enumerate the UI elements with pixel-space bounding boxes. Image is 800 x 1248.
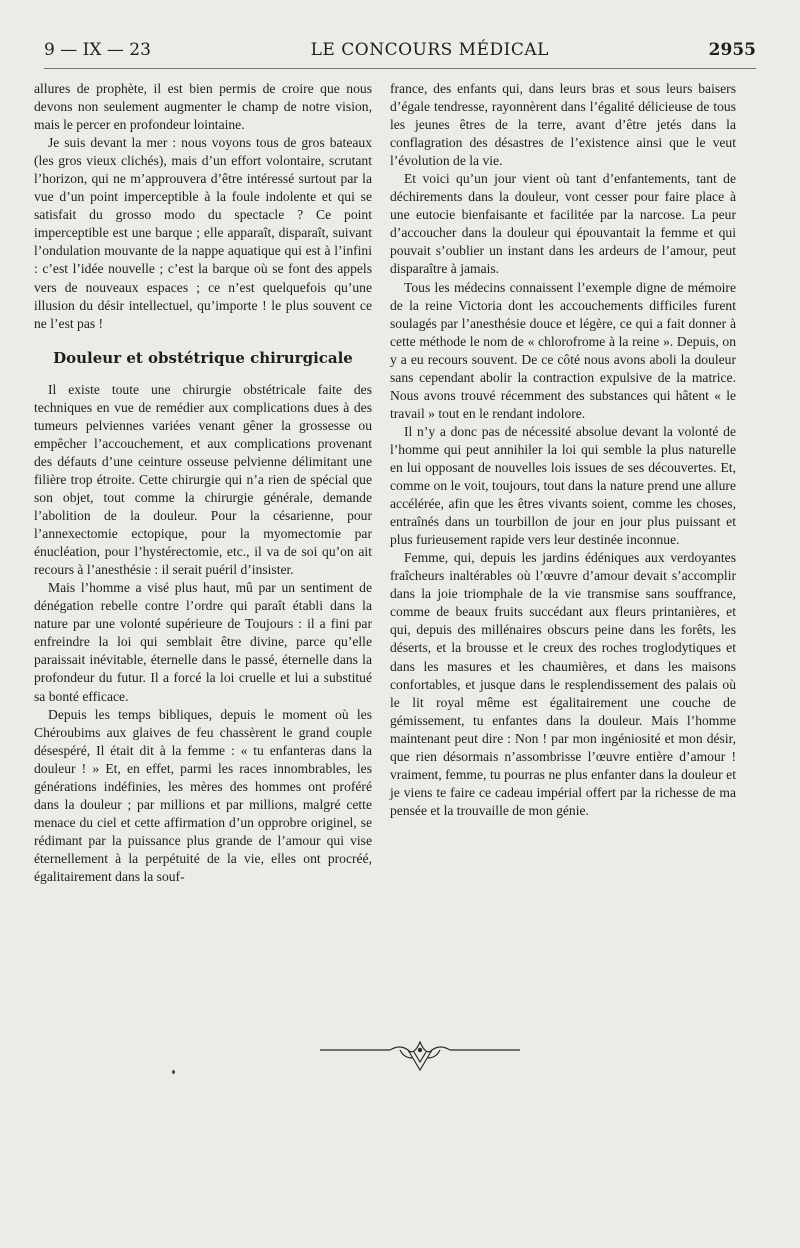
paragraph: france, des enfants qui, dans leurs bras et sous leurs baisers d’égale tendresse, rayonnèrent dans l’égalité délicieuse de tous les jeunes êtres de la terre, avant d’être jetés dans la conflagration des désastres de l’existence ainsi que le veut l’évolution de la vie. [390,81,736,169]
header-date: 9 — IX — 23 [44,40,151,60]
paragraph: Il existe toute une chirurgie obstétricale faite des techniques en vue de remédier aux complications dues à des tumeurs pelviennes variées venant gêner la grossesse ou empêcher l’accouchement, et aux complications provenant des défauts d’une ceinture osseuse pelvienne délimitant une filière trop étroite. Cette chirurgie qui n’a rien de spécial que son objet, tout comme la chirurgie générale, demande l’abolition de la douleur. Pour la césarienne, pour l’annexectomie ectopique, pour la myomectomie par énucléation, pour l’hystérectomie, etc., il va de soi qu’on ait recours à l’anesthésie : il serait puéril d’insister. [34,381,372,578]
paragraph: allures de prophète, il est bien permis de croire que nous devons non seulement augmenter le champ de notre vision, mais le percer en profondeur lointaine. [34,81,372,133]
running-header [44,40,756,69]
fleuron-ornament-icon [320,1036,520,1076]
left-column [34,80,372,886]
paragraph: Mais l’homme a visé plus haut, mû par un sentiment de dénégation rebelle contre l’ordre qui paraît établi dans la nature par une volonté supérieure de Toujours : il a fini par enfreindre la loi qui semblait être divine, parce qu’elle paraissait inévitable, éternelle dans le passé, éternelle dans la profondeur du futur. Il a forcé la loi cruelle et lui a substitué sa bonté efficace. [34,580,372,704]
right-column [390,80,736,820]
ink-speck [172,1070,175,1074]
paragraph: Il n’y a donc pas de nécessité absolue devant la volonté de l’homme qui peut annihiler la loi qui semble la plus naturelle en lui opposant de nouvelles lois issues de ses découvertes. Et, comme on le voit, toujours, tout dans la nature prend une allure accélérée, afin que les êtres vivants soient, comme les choses, entraînés dans un tourbillon de jour en jour plus puissant et plus furieusement rapide vers leur destinée inconnue. [390,423,736,548]
paragraph: Je suis devant la mer : nous voyons tous de gros bateaux (les gros vieux clichés), mais d’un effort volontaire, scrutant l’horizon, qui ne m’approuvera d’être intéressé surtout par la vue d’un point imperceptible à la foule indolente et qui se satisfait du grosso modo du spectacle ? Ce point imperceptible est une barque ; elle apparaît, disparaît, suivant l’ondulation mouvante de la nappe aquatique qui est à l’infini : c’est l’idée nouvelle ; c’est la barque où se font des appels vers de nouveaux espaces ; ce n’est quelquefois qu’une illusion du désir intellectuel, qu’importe ! le plus souvent ce ne l’est pas ! [34,135,372,331]
page-number: 2955 [708,40,756,60]
paragraph: Tous les médecins connaissent l’exemple digne de mémoire de la reine Victoria dont les accouchements difficiles furent soulagés par l’anesthésie douce et légère, ce qui a fait donner à cette méthode le nom de « chlorofrome à la reine ». Depuis, on y a eu recours souvent. De ce côté nous avons aboli la douleur sans cependant abolir la contraction expulsive de la matrice. Nous avons trouvé récemment des substances qui hâtent « le travail » tout en le rendant indolore. [390,279,736,421]
journal-title: LE CONCOURS MÉDICAL [310,40,549,60]
paragraph: Depuis les temps bibliques, depuis le moment où les Chéroubims aux glaives de feu chassèrent le grand couple désespéré, Il était dit à la femme : « tu enfanteras dans la douleur ! » Et, en effet, parmi les races innombrables, les générations indéfinies, les mères des hommes ont proféré dans la douleur ; par millions et par millions, malgré cette menace du ciel et cette affirmation d’un opprobre originel, se rédimant par la puissance plus grande de l’amour qui vise éternellement à la perpétuité de la vie, elles ont procréé, égalitairement dans la souf- [34,706,372,884]
section-heading: Douleur et obstétrique chirurgicale [53,348,353,367]
paragraph: Et voici qu’un jour vient où tant d’enfantements, tant de déchirements dans la douleur, vont cesser pour faire place à une eutocie bienfaisante et facilitée par la narcose. La peur d’accoucher dans la douleur qui épouvantait la femme et qui pouvait s’oublier un instant dans les ardeurs de l’amour, peut disparaître à jamais. [390,171,736,277]
paragraph: Femme, qui, depuis les jardins édéniques aux verdoyantes fraîcheurs inaltérables où l’œuvre d’amour devait s’accomplir dans la joie triomphale de la vie transmise sans souffrance, comme de beaux fruits succédant aux fleurs printanières, et qui, depuis des millénaires obscurs peine dans les forêts, les déserts, et la brousse et le creux des roches troglodytiques et dans les masures et les chaumières, et dans les maisons confortables, et jusque dans le resplendissement des palais où le lit royal même est égalitairement une couche de gémissement, tu enfantes dans la douleur. Mais l’homme maintenant peut dire : Non ! par mon ingéniosité et mon désir, que rien désormais n’assombrisse l’œuvre entière d’amour ! vraiment, femme, tu pourras ne plus enfanter dans la douleur et je viens te faire ce cadeau impérial offert par la richesse de ma pensée et la trouvaille de mon génie. [390,550,736,818]
